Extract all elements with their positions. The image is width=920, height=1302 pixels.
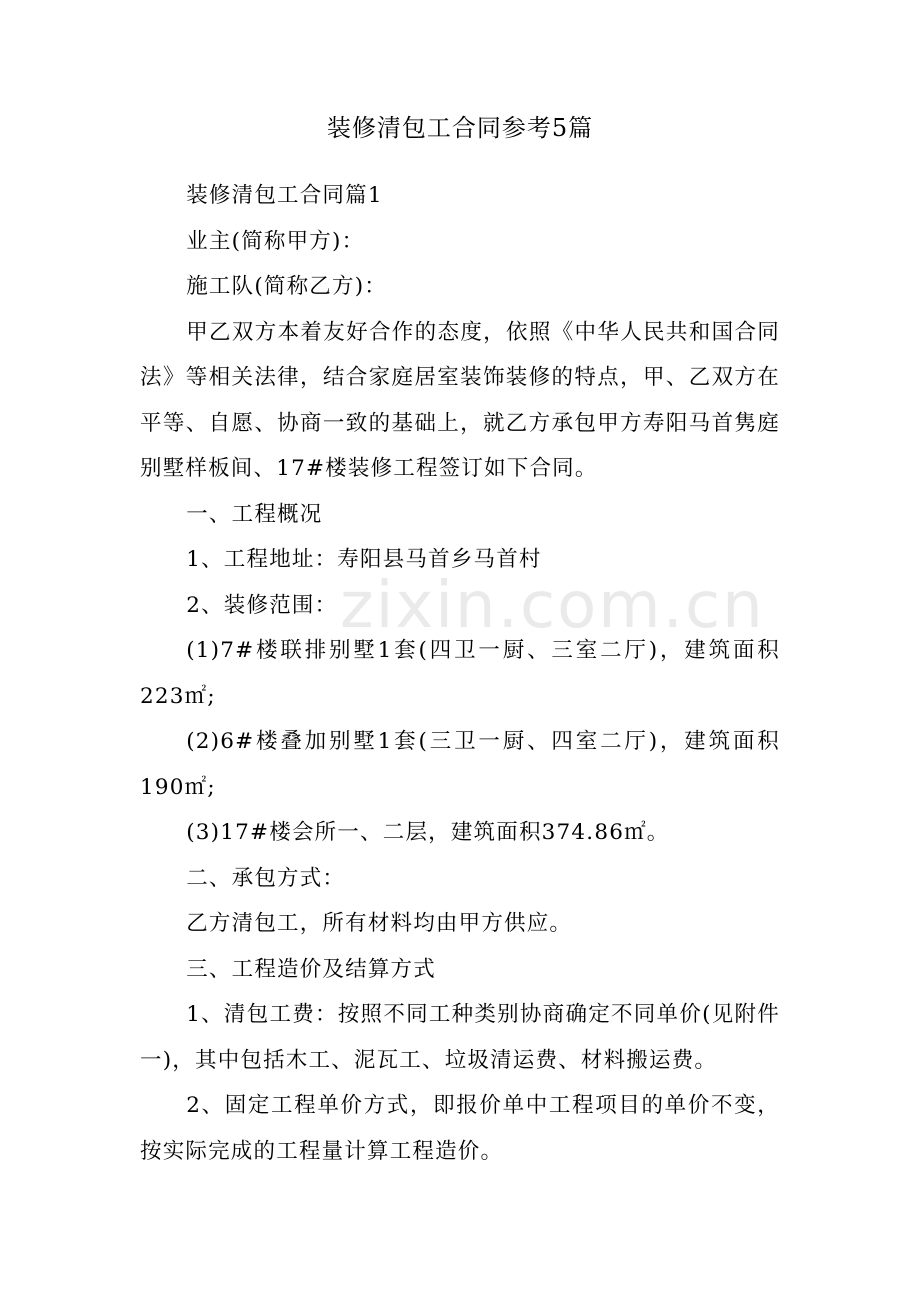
clause-item: 1、工程地址：寿阳县马首乡马首村 [186, 547, 542, 572]
section-heading: 装修清包工合同篇1 [186, 183, 383, 208]
clause-subitem: (1)7#楼联排别墅1套(四卫一厨、三室二厅)，建筑面积223㎡; [140, 638, 780, 709]
document-title: 装修清包工合同参考5篇 [326, 114, 594, 142]
party-b-line: 施工队(简称乙方)： [186, 274, 387, 299]
party-a-line: 业主(简称甲方)： [186, 228, 365, 254]
watermark: zixin.com.cn [340, 569, 765, 643]
intro-paragraph: 甲乙双方本着友好合作的态度，依照《中华人民共和国合同法》等相关法律，结合家庭居室装饰装修的特点，甲、乙双方在平等、自愿、协商一致的基础上，就乙方承包甲方寿阳马首隽庭别墅样板间、17#楼装修工程签订如下合同。 [140, 319, 780, 481]
clause-subitem: (2)6#楼叠加别墅1套(三卫一厨、四室二厅)，建筑面积190㎡; [140, 729, 780, 800]
clause-item: 1、清包工费：按照不同工种类别协商确定不同单价(见附件一)，其中包括木工、泥瓦工、垃圾清运费、材料搬运费。 [140, 1002, 780, 1073]
clause-item: 2、装修范围： [186, 592, 338, 618]
clause-heading: 二、承包方式： [186, 865, 346, 891]
clause-heading: 三、工程造价及结算方式 [186, 956, 436, 982]
clause-item: 2、固定工程单价方式，即报价单中工程项目的单价不变，按实际完成的工程量计算工程造价。 [140, 1093, 780, 1164]
document-body [140, 173, 780, 1174]
clause-heading: 一、工程概况 [186, 501, 323, 527]
clause-subitem: (3)17#楼会所一、二层，建筑面积374.86㎡。 [186, 820, 670, 845]
clause-item: 乙方清包工，所有材料均由甲方供应。 [186, 911, 573, 936]
